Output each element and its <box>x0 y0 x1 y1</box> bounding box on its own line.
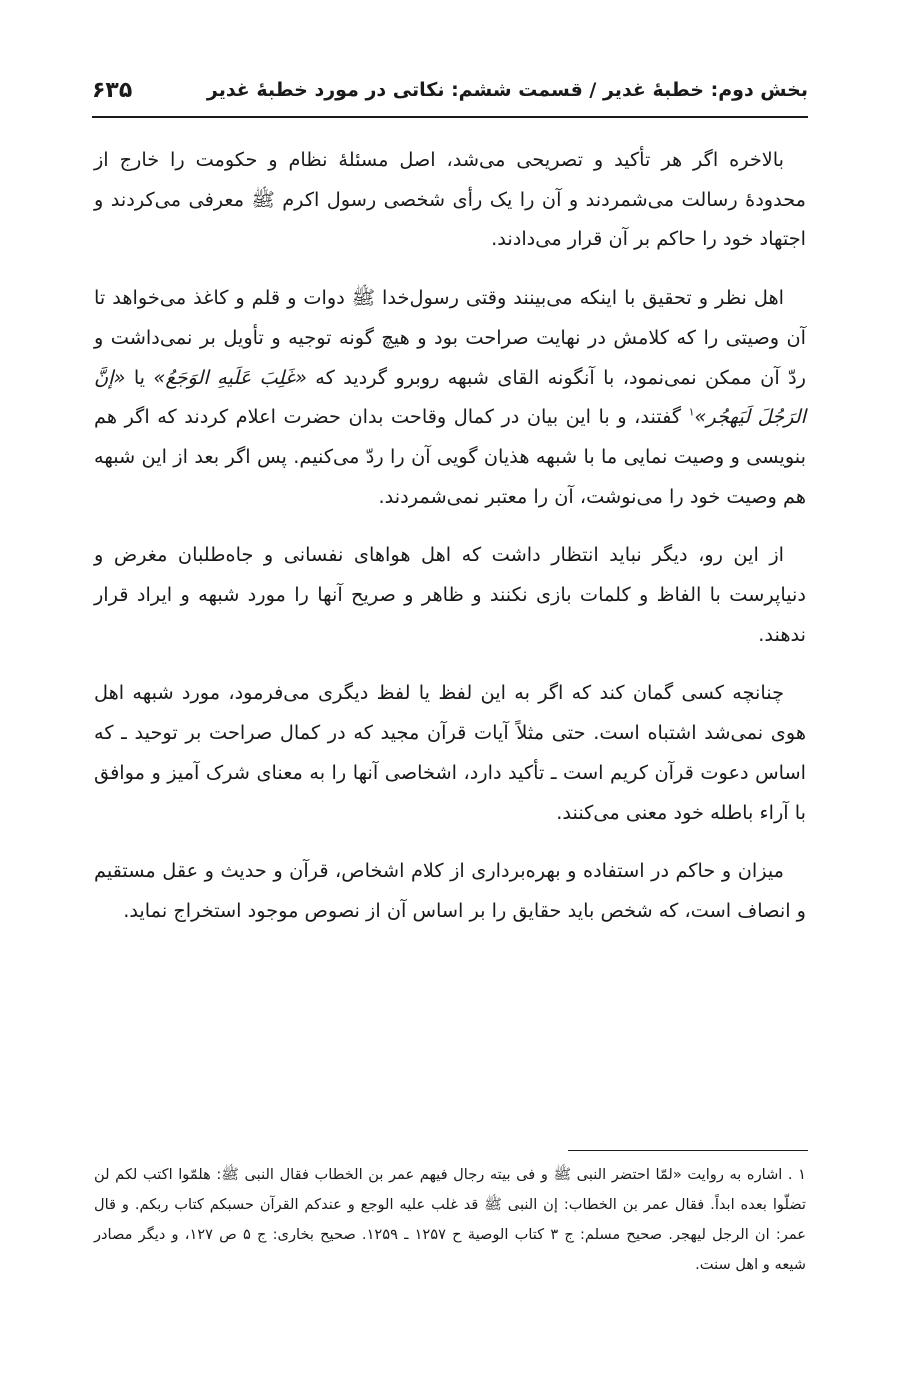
footnote-divider <box>568 1150 808 1151</box>
page-number: ۶۳۵ <box>92 77 133 103</box>
arabic-quote-2: «إنَّ الرَجُلَ لَیَهجُر» <box>94 365 806 429</box>
footnote-marker[interactable]: ۱ <box>688 405 695 419</box>
paragraph-3: از این رو، دیگر نباید انتظار داشت که اهل هواهای نفسانی و جاه‌طلبان مغرض و دنیاپرست با الفاظ و کلمات بازی نکنند و ظاهر و صریح آنها را مورد شبهه و ایراد قرار ندهند. <box>94 543 806 646</box>
paragraph-2-part-1: اهل نظر و تحقیق با اینکه می‌بینند وقتی رسول‌خدا ﷺ دوات و قلم و کاغذ می‌خواهد تا آن وصیتی را که کلامش در نهایت صراحت بود و هیچ گونه توجیه و تأویل بر نمی‌داشت و ردّ آن ممکن نمی‌نمود، با آنگونه القای شبهه روبرو گردید که <box>94 286 806 389</box>
paragraph-5: میزان و حاکم در استفاده و بهره‌برداری از کلام اشخاص، قرآن و حدیث و عقل مستقیم و انصاف است، که شخص باید حقایق را بر اساس آن از نصوص موجود استخراج نماید. <box>94 859 806 922</box>
body-text <box>94 140 806 950</box>
quote-connector: یا <box>133 365 146 389</box>
paragraph-1: بالاخره اگر هر تأکید و تصریحی می‌شد، اصل مسئلهٔ نظام و حکومت را خارج از محدودهٔ رسالت می‌شمردند و آن را یک رأی شخصی رسول اکرم ﷺ معرفی می‌کردند و اجتهاد خود را حاکم بر آن قرار می‌دادند. <box>94 148 806 251</box>
paragraph-2-part-2: گفتند، و با این بیان در کمال وقاحت بدان حضرت اعلام کردند که اگر هم بنویسی و وصیت نمایی ما با شبهه هذیان گویی آن را ردّ می‌کنیم. پس اگر بعد از این شبهه هم وصیت خود را می‌نوشت، آن را معتبر نمی‌شمردند. <box>94 405 806 508</box>
header-divider <box>92 116 808 118</box>
paragraph-4: چنانچه کسی گمان کند که اگر به این لفظ یا لفظ دیگری می‌فرمود، مورد شبهه اهل هوی نمی‌شد اشتباه است. حتی مثلاً آیات قرآن مجید که در کمال صراحت بر توحید ـ که اساس دعوت قرآن کریم است ـ تأکید دارد، اشخاصی آنها را به معنای شرک آمیز و موافق با آراء باطله خود معنی می‌کنند. <box>94 681 806 824</box>
page-header <box>92 70 808 110</box>
paragraph-2 <box>94 278 806 516</box>
arabic-quote-1: «غَلِبَ عَلَیهِ الوَجَعُ» <box>153 365 307 389</box>
footnote-1: ۱ . اشاره به روایت «لمّا احتضر النبی ﷺ و فی بیته رجال فیهم عمر بن الخطاب فقال النبی ﷺ: هلمّوا اکتب لکم لن تضلّوا بعده ابداً. فقال عمر بن الخطاب: إن النبی ﷺ قد غلب علیه الوجع و عندکم القرآن حسبکم کتاب ربکم. و قال عمر: ان الرجل لیهجر. صحیح مسلم: ج ۳ کتاب الوصیة ح ۱۲۵۷ ـ ۱۲۵۹. صحیح بخاری: ج ۵ ص ۱۲۷، و دیگر مصادر شیعه و اهل سنت. <box>94 1166 806 1273</box>
running-header-title: بخش دوم: خطبهٔ غدیر / قسمت ششم: نکاتی در مورد خطبهٔ غدیر <box>206 79 808 101</box>
